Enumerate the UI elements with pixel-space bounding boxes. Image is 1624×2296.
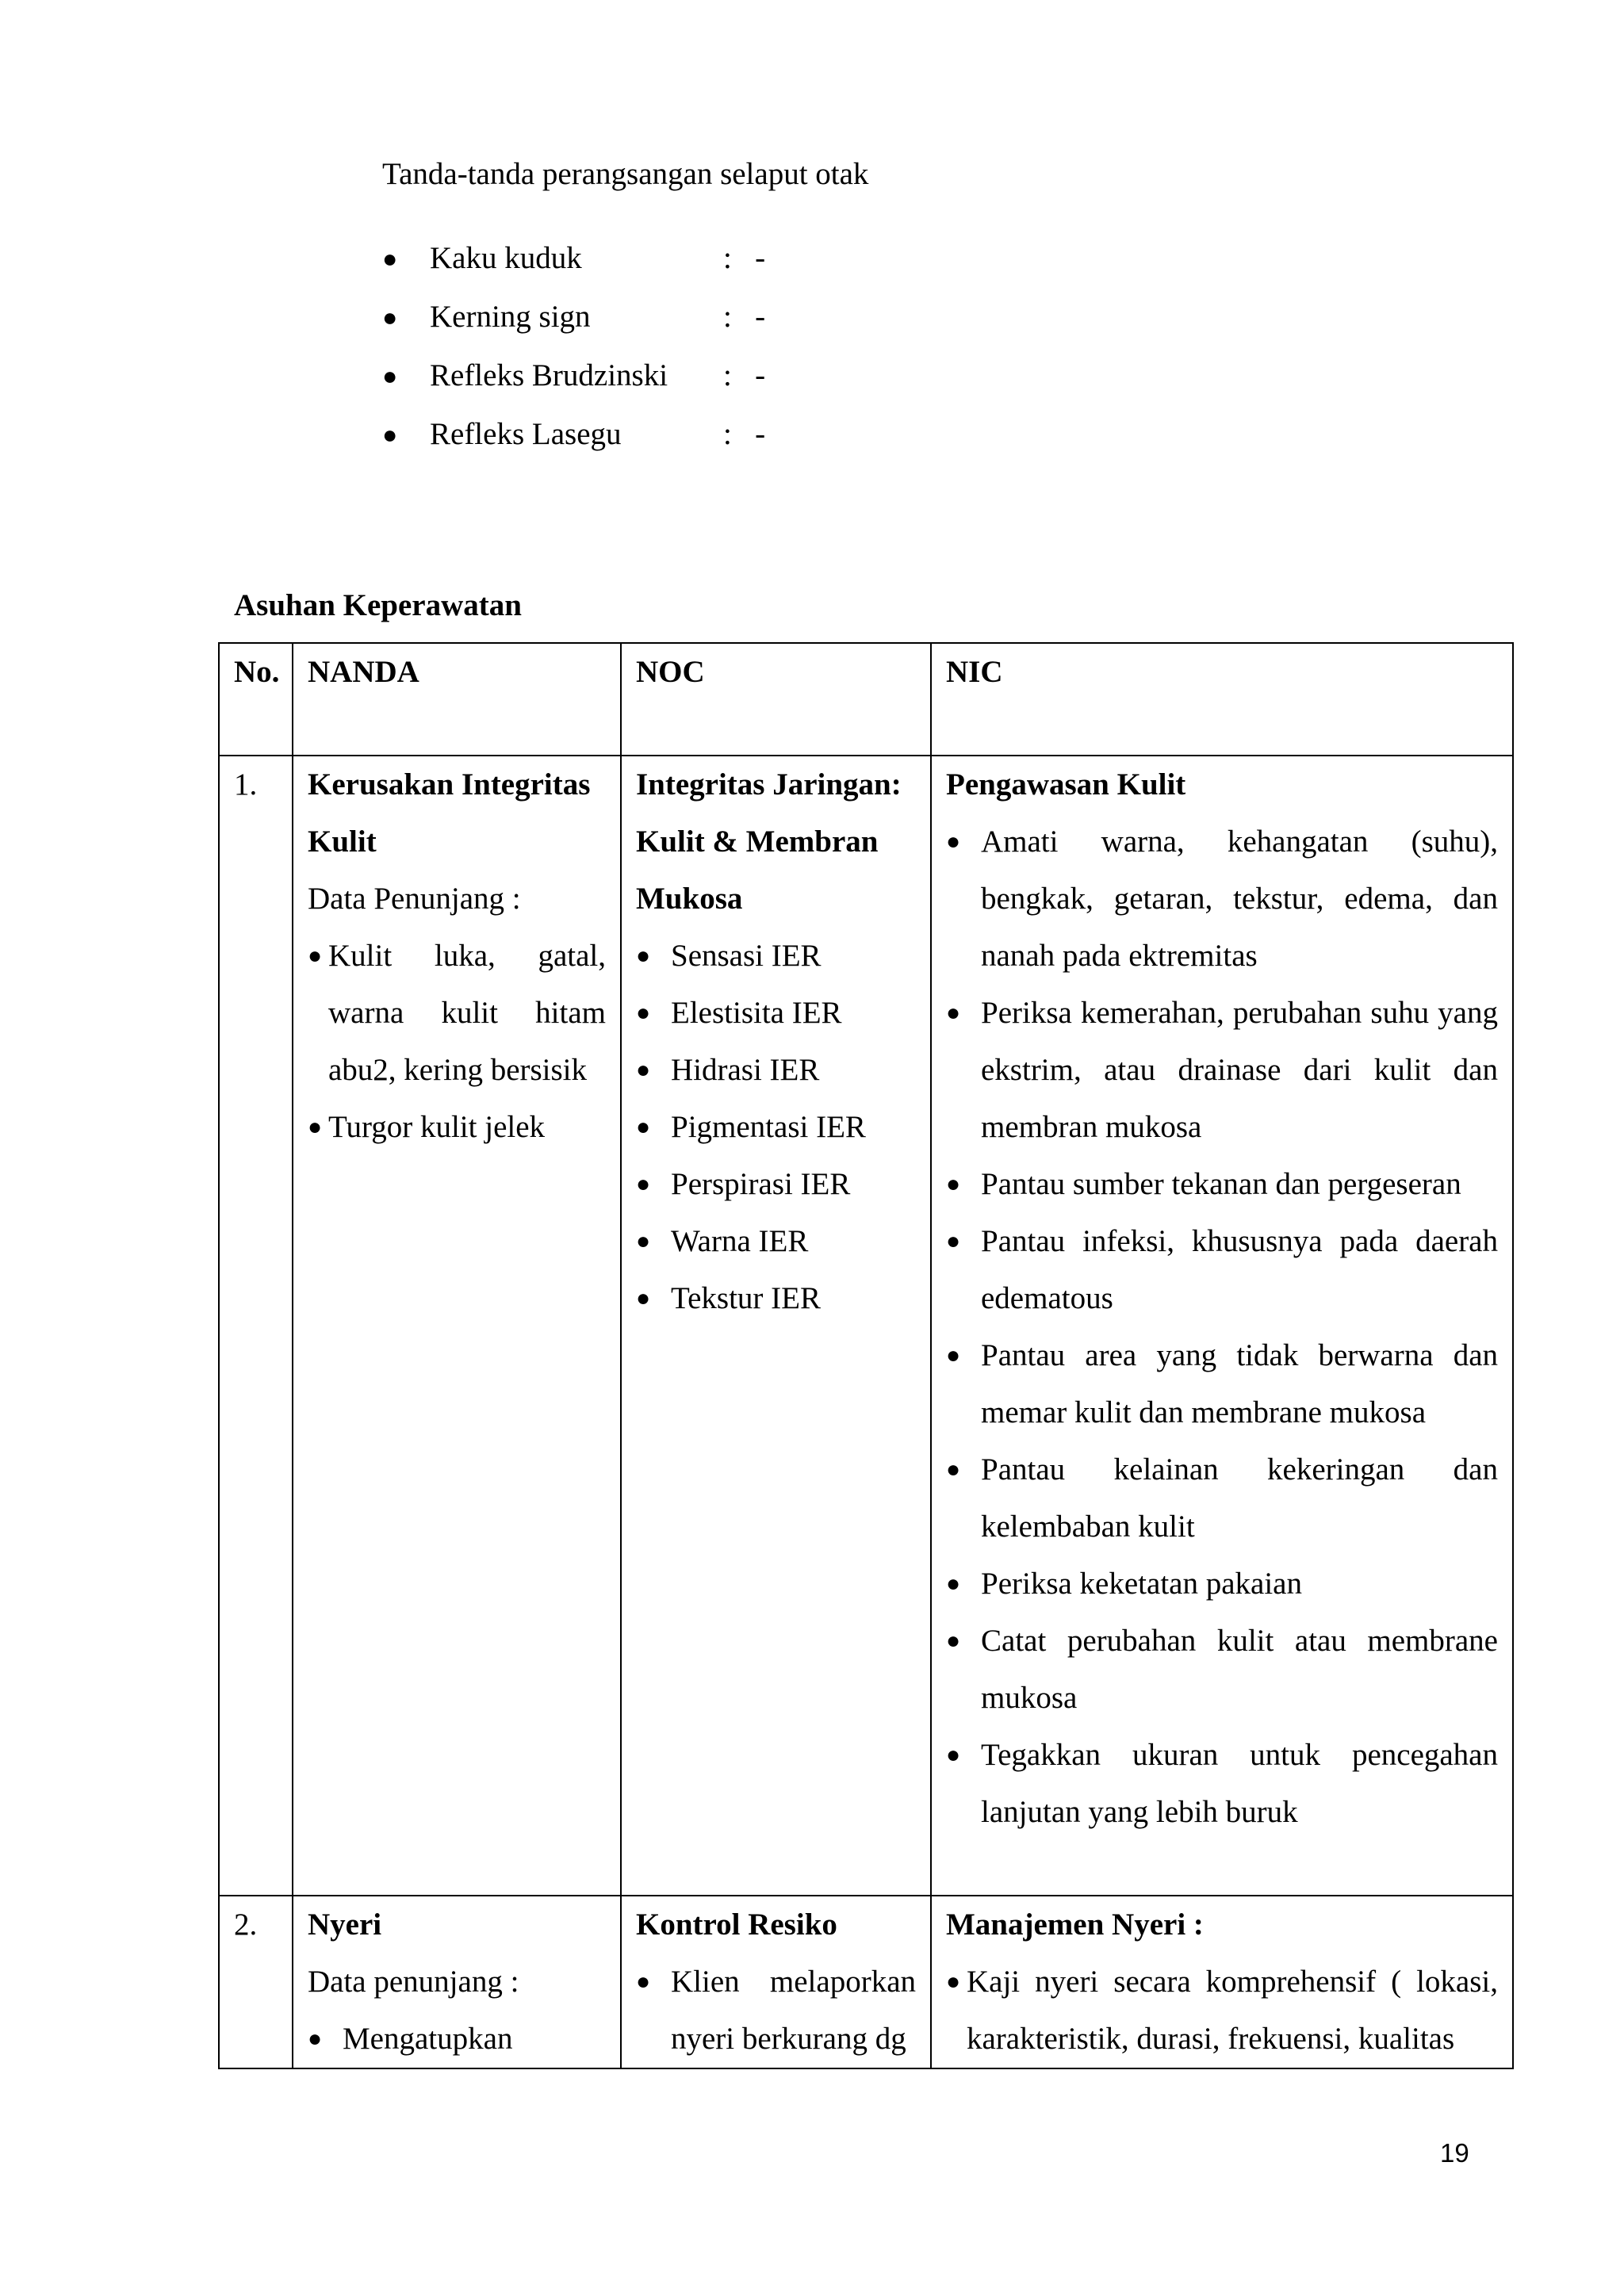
- bullet-icon: ●: [636, 1285, 651, 1311]
- list-item: ● Klien melaporkan nyeri berkurang dg: [636, 1954, 916, 2068]
- nanda-cell: [293, 1896, 621, 2068]
- nanda-subtitle: Data Penunjang :: [308, 882, 521, 916]
- bullet-icon: ●: [308, 2026, 323, 2052]
- sign-separator: :: [723, 300, 732, 334]
- sign-value: -: [755, 358, 766, 392]
- bullet-icon: ●: [636, 1057, 651, 1083]
- list-item: ● Warna IER: [636, 1213, 916, 1270]
- list-item: ● Pigmentasi IER: [636, 1099, 916, 1156]
- bullet-icon: ●: [636, 1969, 651, 1995]
- sign-separator: :: [723, 417, 732, 451]
- bullet-icon: ●: [946, 1000, 961, 1026]
- sign-separator: :: [723, 241, 732, 275]
- nic-list: [946, 813, 1498, 1841]
- list-item: ● Periksa kemerahan, perubahan suhu yang ekstrim, atau drainase dari kulit dan membran mukosa: [946, 985, 1498, 1156]
- nanda-subtitle: Data penunjang :: [308, 1965, 519, 1999]
- noc-title: Kontrol Resiko: [636, 1908, 837, 1942]
- nanda-list: [308, 928, 606, 1156]
- bullet-icon: ●: [636, 1000, 651, 1026]
- nanda-title: Nyeri: [308, 1908, 382, 1942]
- sign-item: [382, 295, 765, 354]
- list-item: ● Catat perubahan kulit atau membrane mukosa: [946, 1613, 1498, 1727]
- bullet-icon: ●: [636, 1171, 651, 1197]
- list-item: ● Mengatupkan: [308, 2011, 606, 2068]
- nic-cell: [931, 756, 1513, 1896]
- table-row: [219, 756, 1513, 1896]
- noc-list: [636, 1954, 916, 2068]
- noc-title: Integritas Jaringan: Kulit & Membran Mukosa: [636, 767, 902, 916]
- sign-name: Refleks Lasegu: [430, 417, 622, 451]
- noc-list: [636, 928, 916, 1327]
- list-item: ● Kulit luka, gatal, warna kulit hitam abu2, kering bersisik: [308, 928, 606, 1099]
- noc-cell: [621, 756, 931, 1896]
- bullet-icon: ●: [946, 1456, 961, 1483]
- sign-value: -: [755, 241, 766, 275]
- nic-title: Manajemen Nyeri :: [946, 1908, 1204, 1942]
- list-item: ● Kaji nyeri secara komprehensif ( lokasi, karakteristik, durasi, frekuensi, kualitas: [946, 1954, 1498, 2068]
- bullet-icon: ●: [946, 828, 961, 855]
- list-item: ● Periksa keketatan pakaian: [946, 1556, 1498, 1613]
- sign-name: Refleks Brudzinski: [430, 358, 668, 392]
- nanda-cell: [293, 756, 621, 1896]
- noc-cell: [621, 1896, 931, 2068]
- sign-item: [382, 354, 765, 412]
- list-item: ● Pantau sumber tekanan dan pergeseran: [946, 1156, 1498, 1213]
- list-item: ● Perspirasi IER: [636, 1156, 916, 1213]
- list-item: ● Sensasi IER: [636, 928, 916, 985]
- care-plan-table: [218, 642, 1514, 2069]
- list-item: ● Elestisita IER: [636, 985, 916, 1042]
- list-item: ● Turgor kulit jelek: [308, 1099, 606, 1156]
- sign-item: [382, 412, 765, 471]
- list-item: ● Pantau kelainan kekeringan dan kelembaban kulit: [946, 1441, 1498, 1556]
- table-header-row: [219, 643, 1513, 756]
- header-no: No.: [219, 643, 293, 756]
- bullet-icon: ●: [636, 943, 651, 969]
- bullet-icon: ●: [946, 1171, 961, 1197]
- header-noc: NOC: [621, 643, 931, 756]
- signs-heading: Tanda-tanda perangsangan selaput otak: [382, 157, 869, 191]
- bullet-icon: ●: [382, 244, 398, 273]
- sign-item: [382, 236, 765, 295]
- row-number: 1.: [219, 756, 293, 1896]
- table-row: [219, 1896, 1513, 2068]
- bullet-icon: ●: [946, 1628, 961, 1654]
- bullet-icon: ●: [946, 1342, 961, 1368]
- signs-list: [382, 236, 765, 471]
- nanda-title: Kerusakan Integritas Kulit: [308, 767, 591, 859]
- list-item: ● Hidrasi IER: [636, 1042, 916, 1099]
- header-nic: NIC: [931, 643, 1513, 756]
- list-item: ● Pantau area yang tidak berwarna dan memar kulit dan membrane mukosa: [946, 1327, 1498, 1441]
- sign-name: Kaku kuduk: [430, 241, 582, 275]
- page-number: 19: [1440, 2138, 1469, 2168]
- bullet-icon: ●: [636, 1228, 651, 1254]
- list-item: ● Tekstur IER: [636, 1270, 916, 1327]
- bullet-icon: ●: [946, 1228, 961, 1254]
- row-number: 2.: [219, 1896, 293, 2068]
- list-item: ● Tegakkan ukuran untuk pencegahan lanjutan yang lebih buruk: [946, 1727, 1498, 1841]
- bullet-icon: ●: [308, 1114, 323, 1140]
- nanda-list: [308, 2011, 606, 2068]
- sign-value: -: [755, 417, 766, 451]
- bullet-icon: ●: [308, 943, 323, 969]
- nic-cell: [931, 1896, 1513, 2068]
- list-item: ● Amati warna, kehangatan (suhu), bengkak, getaran, tekstur, edema, dan nanah pada ektremitas: [946, 813, 1498, 985]
- bullet-icon: ●: [636, 1114, 651, 1140]
- bullet-icon: ●: [946, 1969, 961, 1995]
- bullet-icon: ●: [946, 1742, 961, 1768]
- nic-list: [946, 1954, 1498, 2068]
- sign-separator: :: [723, 358, 732, 392]
- bullet-icon: ●: [382, 420, 398, 449]
- section-title: Asuhan Keperawatan: [234, 588, 522, 622]
- bullet-icon: ●: [382, 303, 398, 331]
- sign-value: -: [755, 300, 766, 334]
- sign-name: Kerning sign: [430, 300, 591, 334]
- list-item: ● Pantau infeksi, khususnya pada daerah edematous: [946, 1213, 1498, 1327]
- header-nanda: NANDA: [293, 643, 621, 756]
- nic-title: Pengawasan Kulit: [946, 767, 1186, 802]
- bullet-icon: ●: [382, 362, 398, 390]
- bullet-icon: ●: [946, 1571, 961, 1597]
